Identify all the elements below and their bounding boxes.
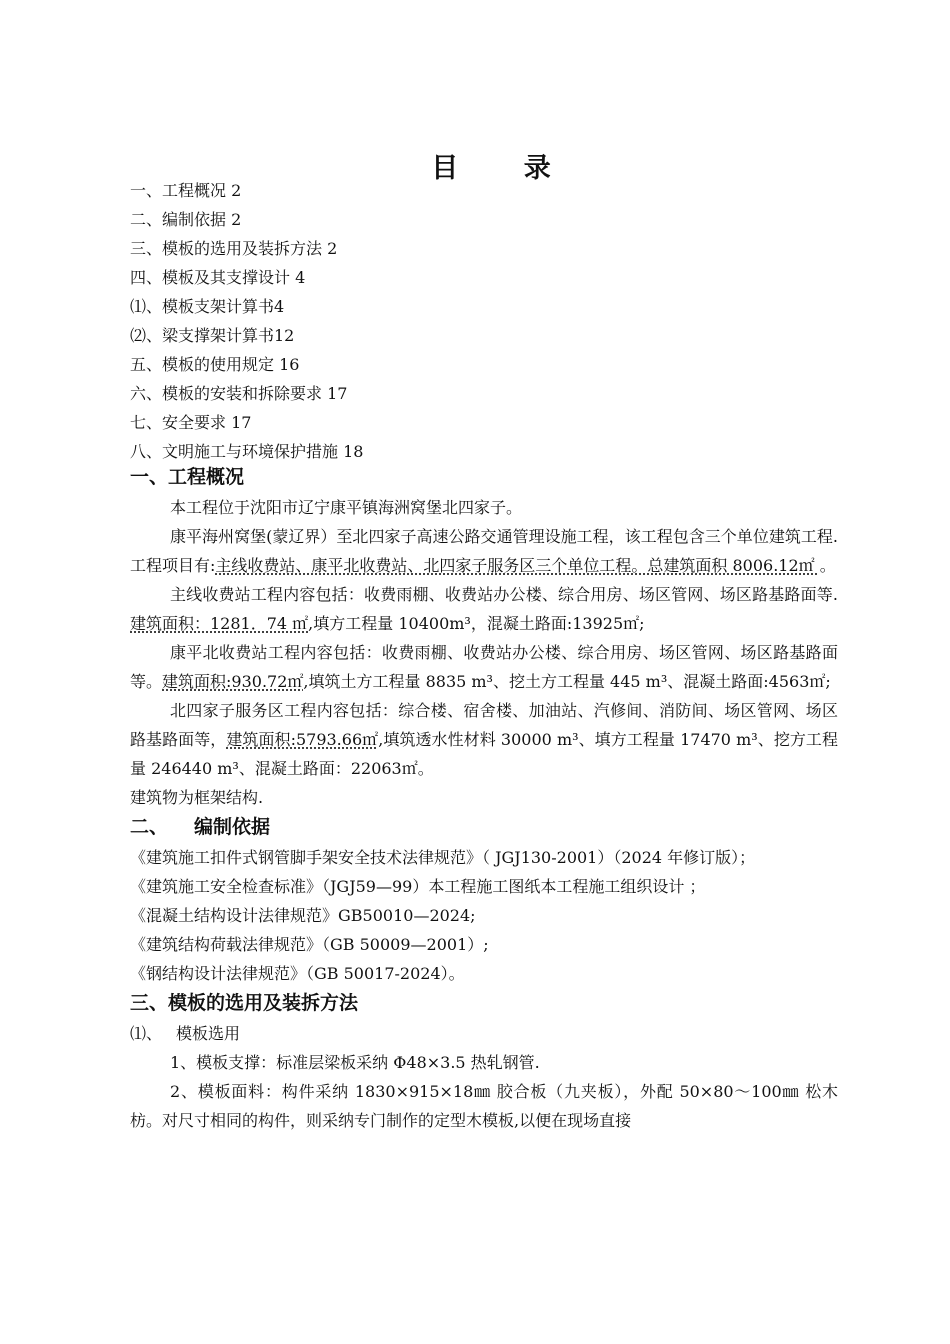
heading-number: 二、 xyxy=(130,816,169,838)
toc-item[interactable]: 四、模板及其支撑设计 4 xyxy=(130,268,306,287)
text-run: 。 xyxy=(819,556,836,575)
toc-title: 目 录 xyxy=(431,153,579,184)
basis-item: 《建筑施工扣件式钢管脚手架安全技术法律规范》（ JGJ130-2001）（2024 年修订版）； xyxy=(130,848,756,867)
paragraph-formwork-support: 1、模板支撑：标准层梁板采纳 Φ48×3.5 热轧钢管. xyxy=(170,1053,540,1072)
underlined-text: 建筑面积:5793.66㎡ xyxy=(226,730,379,749)
toc-item[interactable]: 七、安全要求 17 xyxy=(130,413,252,432)
toc-item[interactable]: 三、模板的选用及装拆方法 2 xyxy=(130,239,338,258)
text-run: 北四家子服务区工程内容包括：综合楼、宿舍楼、加油站、汽修间、消防间、场区管网、场区路基路面等， xyxy=(130,701,838,749)
text-run: 康平北收费站工程内容包括：收费雨棚、收费站办公楼、综合用房、场区管网、场区路基路面等。 xyxy=(130,643,838,691)
basis-item: 《混凝土结构设计法律规范》GB50010—2024; xyxy=(130,906,476,925)
toc-item[interactable]: 六、模板的安装和拆除要求 17 xyxy=(130,384,348,403)
basis-item: 《建筑施工安全检查标准》（JGJ59—99）本工程施工图纸本工程施工组织设计 ； xyxy=(130,877,706,896)
heading-text: 编制依据 xyxy=(194,816,271,838)
text-run: ,填方工程量 10400m³，混凝土路面:13925㎡; xyxy=(308,614,645,633)
paragraph-kangping-north-station xyxy=(130,638,838,696)
underlined-text: 建筑面积:930.72㎡ xyxy=(162,672,304,691)
document-body xyxy=(130,462,838,1135)
underlined-text: 主线收费站、康平北收费站、北四家子服务区三个单位工程。总建筑面积 8006.12㎡ xyxy=(215,556,820,575)
toc-item[interactable]: ⑴、模板支架计算书4 xyxy=(130,297,285,316)
text-run: 康平海州窝堡(蒙辽界）至北四家子高速公路交通管理设施工程，该工程包含三个单位建筑工程.工程项目有: xyxy=(130,527,838,575)
toc-item[interactable]: ⑵、梁支撑架计算书12 xyxy=(130,326,295,345)
paragraph-structure-type: 建筑物为框架结构. xyxy=(130,788,264,807)
toc-item[interactable]: 一、工程概况 2 xyxy=(130,181,242,200)
basis-item: 《建筑结构荷载法律规范》（GB 50009—2001）; xyxy=(130,935,489,954)
text-run: ,填筑土方工程量 8835 m³、挖土方工程量 445 m³、混凝土路面:4563㎡; xyxy=(303,672,831,691)
table-of-contents xyxy=(130,176,363,466)
subsection-heading xyxy=(130,1019,838,1048)
section-heading-basis xyxy=(130,812,838,843)
paragraph-location: 本工程位于沈阳市辽宁康平镇海洲窝堡北四家子。 xyxy=(170,498,523,517)
toc-item[interactable]: 八、文明施工与环境保护措施 18 xyxy=(130,442,364,461)
basis-item: 《钢结构设计法律规范》（GB 50017-2024）。 xyxy=(130,964,465,983)
subsection-text: 模板选用 xyxy=(176,1024,241,1043)
paragraph-main-toll-station xyxy=(130,580,838,638)
text-run: 主线收费站工程内容包括：收费雨棚、收费站办公楼、综合用房、场区管网、场区路基路面等. xyxy=(170,585,838,604)
text-run: ,填筑透水性材料 30000 m³、填方工程量 17470 m³、挖方工程量 246440 m³、混凝土路面：22063㎡。 xyxy=(130,730,838,778)
subsection-number: ⑴、 xyxy=(130,1024,163,1043)
toc-item[interactable]: 五、模板的使用规定 16 xyxy=(130,355,300,374)
paragraph-service-area xyxy=(130,696,838,783)
paragraph-formwork-material: 2、模板面料：构件采纳 1830×915×18㎜ 胶合板（九夹板），外配 50×80～100㎜ 松木枋。对尺寸相同的构件，则采纳专门制作的定型木模板,以便在现场直接 xyxy=(130,1082,838,1130)
paragraph-project-scope xyxy=(130,522,838,580)
toc-item[interactable]: 二、编制依据 2 xyxy=(130,210,242,229)
section-heading-overview: 一、工程概况 xyxy=(130,466,245,488)
section-heading-formwork: 三、模板的选用及装拆方法 xyxy=(130,992,359,1014)
underlined-text: 建筑面积：1281．74 ㎡ xyxy=(130,614,309,633)
